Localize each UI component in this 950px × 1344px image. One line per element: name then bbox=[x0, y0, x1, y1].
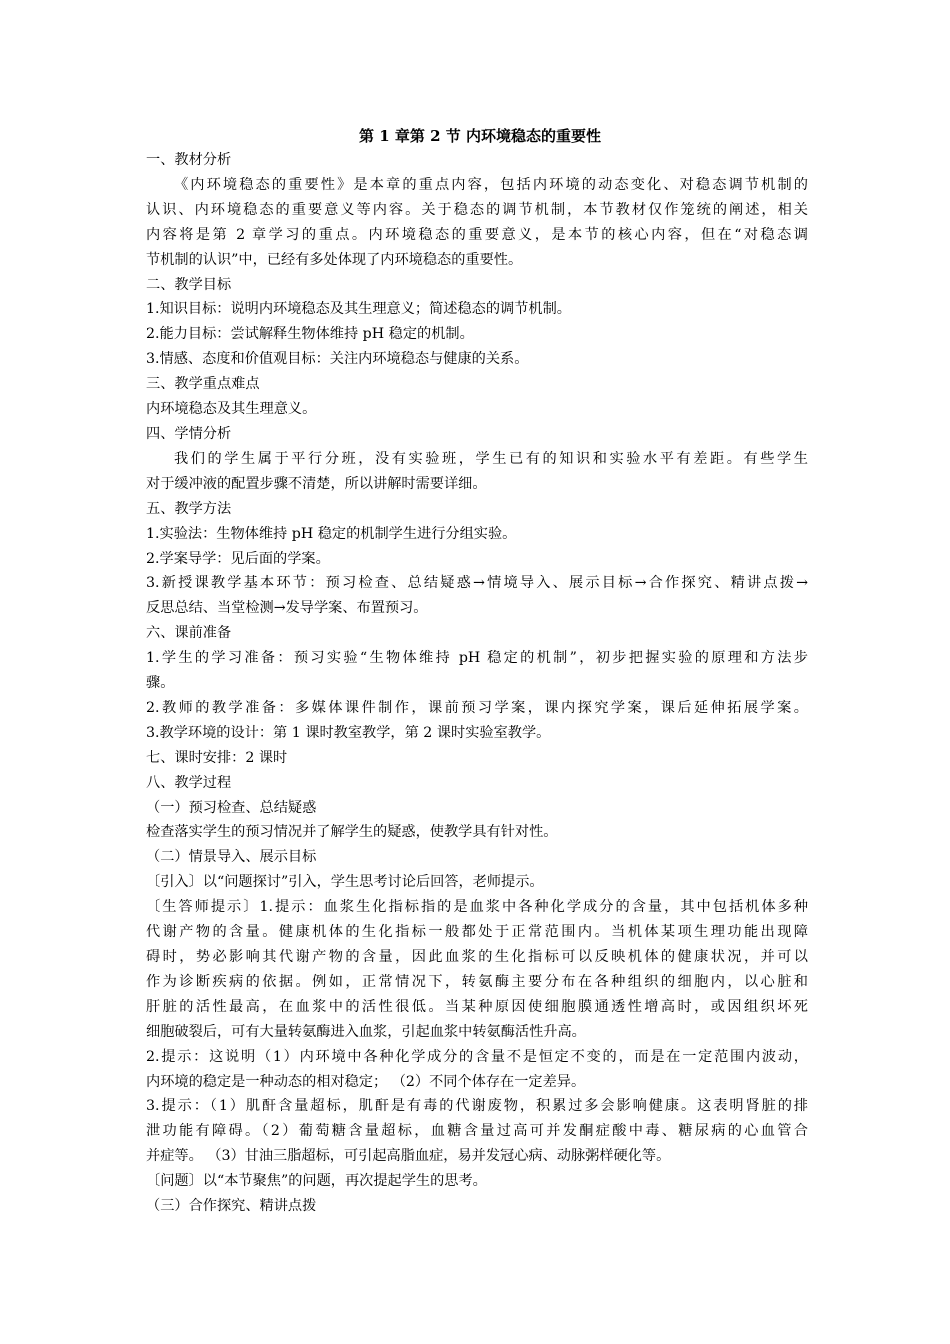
text-line: 三、教学重点难点 bbox=[146, 376, 260, 393]
text-line: 碍时，势必影响其代谢产物的含量，因此血浆的生化指标可以反映机体的健康状况，并可以 bbox=[146, 949, 808, 965]
document-page bbox=[146, 124, 808, 1219]
text-line: 2.学案导学：见后面的学案。 bbox=[146, 550, 330, 567]
text-line: 《内环境稳态的重要性》是本章的重点内容，包括内环境的动态变化、对稳态调节机制的 bbox=[174, 176, 808, 193]
text-line: 对于缓冲液的配置步骤不清楚，所以讲解时需要详细。 bbox=[146, 475, 487, 492]
text-line: 八、教学过程 bbox=[146, 774, 232, 791]
text-line: 1.学生的学习准备：预习实验“生物体维持 pH 稳定的机制”，初步把握实验的原理和方法步 bbox=[146, 650, 808, 667]
document-body bbox=[146, 148, 808, 1219]
text-line: 一、教材分析 bbox=[146, 152, 232, 168]
text-line: 〔问题〕以“本节聚焦”的问题，再次提起学生的思考。 bbox=[146, 1173, 487, 1190]
text-line: 1.知识目标：说明内环境稳态及其生理意义；简述稳态的调节机制。 bbox=[146, 301, 571, 318]
text-line: 3.教学环境的设计：第 1 课时教室教学，第 2 课时实验室教学。 bbox=[146, 724, 551, 741]
text-line: 2.提示：这说明（1）内环境中各种化学成分的含量不是恒定不变的，而是在一定范围内波动， bbox=[146, 1048, 808, 1065]
text-line: 1.实验法：生物体维持 pH 稳定的机制学生进行分组实验。 bbox=[146, 525, 517, 542]
text-line: 泄功能有障碍。（2）葡萄糖含量超标，血糖含量过高可并发酮症酸中毒、糖尿病的心血管合 bbox=[146, 1123, 808, 1140]
text-line: 七、课时安排：2 课时 bbox=[146, 749, 288, 766]
text-line: （一）预习检查、总结疑惑 bbox=[146, 799, 317, 816]
text-line: 五、教学方法 bbox=[146, 500, 232, 517]
text-line: 〔引入〕以“问题探讨”引入，学生思考讨论后回答，老师提示。 bbox=[146, 874, 544, 891]
text-line: 〔生答师提示〕1.提示：血浆生化指标指的是血浆中各种化学成分的含量，其中包括机体多种 bbox=[146, 899, 808, 916]
text-line: 3.新授课教学基本环节：预习检查、总结疑惑→情境导入、展示目标→合作探究、精讲点拨→ bbox=[146, 575, 808, 592]
text-line: 内环境的稳定是一种动态的相对稳定； （2）不同个体存在一定差异。 bbox=[146, 1073, 586, 1090]
text-line: 我们的学生属于平行分班，没有实验班，学生已有的知识和实验水平有差距。有些学生 bbox=[174, 450, 808, 467]
text-line: 认识、内环境稳态的重要意义等内容。关于稳态的调节机制，本节教材仅作笼统的阐述，相关 bbox=[146, 201, 808, 218]
text-line: 2.教师的教学准备：多媒体课件制作，课前预习学案，课内探究学案，课后延伸拓展学案。 bbox=[146, 699, 808, 716]
text-line: 肝脏的活性最高，在血浆中的活性很低。当某种原因使细胞膜通透性增高时，或因组织坏死 bbox=[146, 998, 808, 1015]
text-line: 节机制的认识”中，已经有多处体现了内环境稳态的重要性。 bbox=[146, 251, 523, 268]
text-line: （二）情景导入、展示目标 bbox=[146, 849, 317, 866]
text-line: 3.情感、态度和价值观目标：关注内环境稳态与健康的关系。 bbox=[146, 351, 529, 368]
text-line: 二、教学目标 bbox=[146, 276, 232, 293]
text-line: 内容将是第 2 章学习的重点。内环境稳态的重要意义，是本节的核心内容，但在“对稳态调 bbox=[146, 226, 808, 243]
text-line: 代谢产物的含量。健康机体的生化指标一般都处于正常范围内。当机体某项生理功能出现障 bbox=[146, 924, 808, 941]
text-line: 六、课前准备 bbox=[146, 625, 232, 642]
text-line: （三）合作探究、精讲点拨 bbox=[146, 1198, 317, 1215]
text-line: 内环境稳态及其生理意义。 bbox=[146, 401, 317, 418]
text-line: 检查落实学生的预习情况并了解学生的疑惑，使教学具有针对性。 bbox=[146, 824, 558, 841]
text-line: 并症等。 （3）甘油三脂超标，可引起高脂血症，易并发冠心病、动脉粥样硬化等。 bbox=[146, 1148, 671, 1165]
document-title: 第 1 章第 2 节 内环境稳态的重要性 bbox=[359, 127, 601, 145]
text-line: 四、学情分析 bbox=[146, 425, 232, 442]
text-line: 反思总结、当堂检测→发导学案、布置预习。 bbox=[146, 600, 428, 617]
text-line: 骤。 bbox=[146, 675, 175, 692]
text-line: 2.能力目标：尝试解释生物体维持 pH 稳定的机制。 bbox=[146, 326, 474, 343]
text-line: 3.提示：（1）肌酐含量超标，肌酐是有毒的代谢废物，积累过多会影响健康。这表明肾脏的排 bbox=[146, 1098, 808, 1115]
text-line: 细胞破裂后，可有大量转氨酶进入血浆，引起血浆中转氨酶活性升高。 bbox=[146, 1023, 586, 1040]
text-line: 作为诊断疾病的依据。例如，正常情况下，转氨酶主要分布在各种组织的细胞内，以心脏和 bbox=[146, 973, 808, 990]
